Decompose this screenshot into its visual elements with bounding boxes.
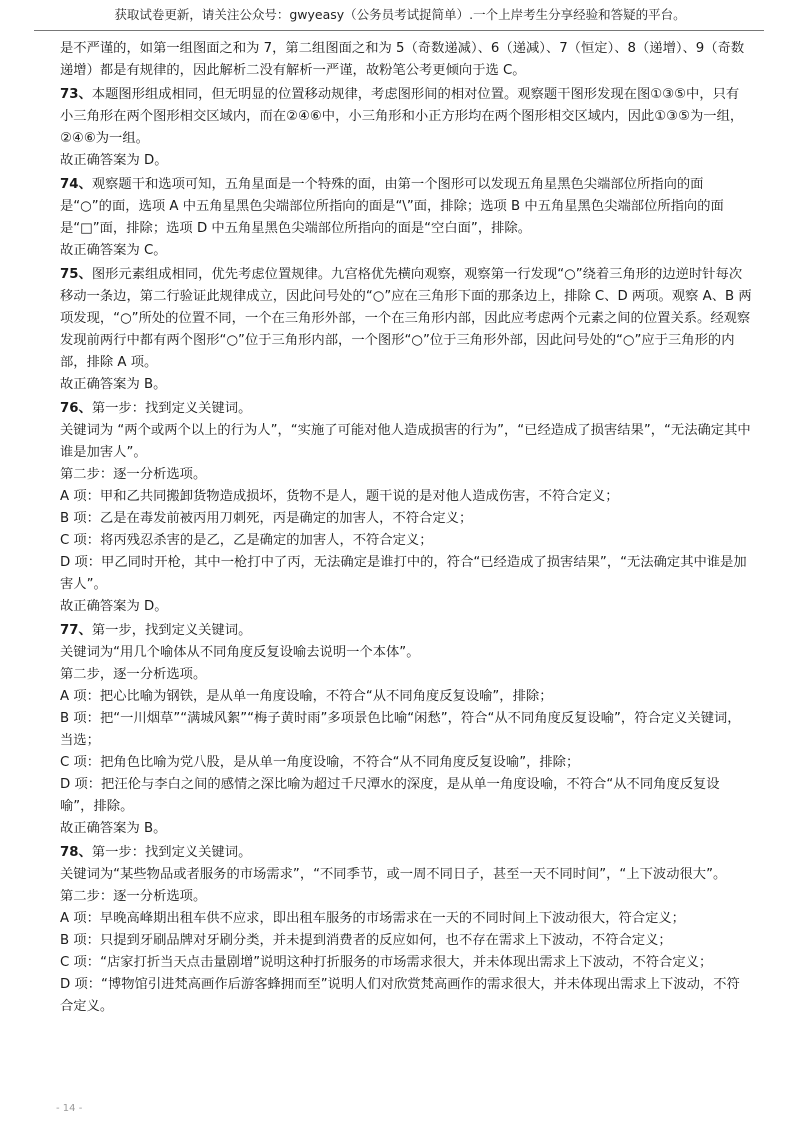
paragraph	[60, 530, 752, 552]
paragraph-text: 第二步：逐一分析选项。	[60, 889, 207, 904]
question-number: 74、	[60, 177, 92, 192]
paragraph	[60, 664, 752, 686]
paragraph-text: 故正确答案为 B。	[60, 377, 167, 392]
paragraph-text: 故正确答案为 C。	[60, 243, 167, 258]
paragraph	[60, 38, 752, 82]
paragraph	[60, 420, 752, 464]
paragraph	[60, 686, 752, 708]
paragraph	[60, 596, 752, 618]
answer-explanation-heading	[60, 842, 752, 864]
paragraph-text: 第二步，逐一分析选项。	[60, 667, 207, 682]
paragraph	[60, 150, 752, 172]
paragraph-text: C 项：把角色比喻为党八股，是从单一角度设喻，不符合“从不同角度反复设喻”，排除；	[60, 755, 580, 770]
answer-explanation-heading	[60, 84, 752, 150]
paragraph	[60, 908, 752, 930]
paragraph	[60, 886, 752, 908]
answer-explanation-heading	[60, 398, 752, 420]
paragraph-text: 是不严谨的，如第一组图面之和为 7，第二组图面之和为 5（奇数递减）、6（递减）、7（恒定）、8（递增）、9（奇数递增）都是有规律的，因此解析二没有解析一严谨，故粉笔公考更倾向于选 C。	[60, 41, 745, 78]
paragraph	[60, 508, 752, 530]
paragraph-text: 第一步：找到定义关键词。	[91, 401, 252, 416]
paragraph	[60, 952, 752, 974]
paragraph	[60, 752, 752, 774]
document-body	[60, 38, 752, 1018]
page-number: - 14 -	[56, 1103, 83, 1114]
paragraph	[60, 818, 752, 840]
question-number: 75、	[60, 267, 92, 282]
paragraph	[60, 552, 752, 596]
question-number: 76、	[60, 401, 92, 416]
question-number: 77、	[60, 623, 92, 638]
paragraph-text: 图形元素组成相同，优先考虑位置规律。九宫格优先横向观察，观察第一行发现“○”绕着三角形的边逆时针每次移动一条边，第二行验证此规律成立，因此问号处的“○”应在三角形下面的那条边上，排除 C、D 两项。观察 A、B 两项发现，“○”所处的位置不同，一个在三角形外部，一个在三角形内部，因此应考虑两个元素之间的位置关系。经观察发现前两行中都有两个图形“○”位于三角形内部，一个图形“○”位于三角形外部，因此问号处的“○”应于三角形的内部，排除 A 项。	[60, 267, 752, 370]
paragraph-text: 第一步：找到定义关键词。	[91, 845, 252, 860]
paragraph-text: B 项：把“一川烟草”“满城风絮”“梅子黄时雨”多项景色比喻“闲愁”，符合“从不同角度反复设喻”，符合定义关键词，当选；	[60, 711, 741, 748]
answer-explanation-heading	[60, 620, 752, 642]
paragraph	[60, 486, 752, 508]
paragraph	[60, 708, 752, 752]
paragraph-text: A 项：把心比喻为钢铁，是从单一角度设喻，不符合“从不同角度反复设喻”，排除；	[60, 689, 553, 704]
paragraph-text: 关键词为“用几个喻体从不同角度反复设喻去说明一个本体”。	[60, 645, 420, 660]
paragraph-text: A 项：早晚高峰期出租车供不应求，即出租车服务的市场需求在一天的不同时间上下波动很大，符合定义；	[60, 911, 685, 926]
paragraph	[60, 930, 752, 952]
paragraph-text: 故正确答案为 B。	[60, 821, 167, 836]
header-divider	[34, 30, 764, 31]
paragraph-text: 观察题干和选项可知，五角星面是一个特殊的面，由第一个图形可以发现五角星黑色尖端部位所指向的面是“○”的面，选项 A 中五角星黑色尖端部位所指向的面是“\”面，排除；选项 B 中五角星黑色尖端部位所指向的面是“□”面，排除；选项 D 中五角星黑色尖端部位所指向的面是“空白面”，排除。	[60, 177, 724, 236]
paragraph	[60, 974, 752, 1018]
paragraph	[60, 864, 752, 886]
paragraph-text: A 项：甲和乙共同搬卸货物造成损坏，货物不是人，题干说的是对他人造成伤害，不符合定义；	[60, 489, 619, 504]
paragraph-text: 第一步，找到定义关键词。	[91, 623, 252, 638]
paragraph-text: 本题图形组成相同，但无明显的位置移动规律，考虑图形间的相对位置。观察题干图形发现在图①③⑤中，只有小三角形在两个图形相交区域内，而在②④⑥中，小三角形和小正方形均在两个图形相交区域内，因此①③⑤为一组，②④⑥为一组。	[60, 87, 744, 146]
paragraph-text: 第二步：逐一分析选项。	[60, 467, 207, 482]
paragraph-text: 关键词为“某些物品或者服务的市场需求”，“不同季节，或一周不同日子，甚至一天不同时间”，“上下波动很大”。	[60, 867, 727, 882]
question-number: 78、	[60, 845, 92, 860]
paragraph-text: C 项：“店家打折当天点击量剧增”说明这种打折服务的市场需求很大，并未体现出需求上下波动，不符合定义；	[60, 955, 713, 970]
paragraph	[60, 774, 752, 818]
paragraph	[60, 464, 752, 486]
paragraph-text: D 项：甲乙同时开枪，其中一枪打中了丙，无法确定是谁打中的，符合“已经造成了损害结果”，“无法确定其中谁是加害人”。	[60, 555, 747, 592]
answer-explanation-heading	[60, 264, 752, 374]
question-number: 73、	[60, 87, 92, 102]
paragraph-text: 故正确答案为 D。	[60, 153, 168, 168]
paragraph	[60, 642, 752, 664]
paragraph-text: B 项：只提到牙刷品牌对牙刷分类，并未提到消费者的反应如何，也不存在需求上下波动，不符合定义；	[60, 933, 672, 948]
paragraph-text: D 项：“博物馆引进梵高画作后游客蜂拥而至”说明人们对欣赏梵高画作的需求很大，并未体现出需求上下波动，不符合定义。	[60, 977, 740, 1014]
paragraph-text: 关键词为 “两个或两个以上的行为人”，“实施了可能对他人造成损害的行为”，“已经造成了损害结果”，“无法确定其中谁是加害人”。	[60, 423, 751, 460]
paragraph-text: 故正确答案为 D。	[60, 599, 168, 614]
paragraph	[60, 374, 752, 396]
answer-explanation-heading	[60, 174, 752, 240]
page-header: 获取试卷更新，请关注公众号：gwyeasy（公务员考试捉简单）.一个上岸考生分享经验和答疑的平台。	[114, 7, 686, 22]
paragraph-text: C 项：将丙残忍杀害的是乙，乙是确定的加害人，不符合定义；	[60, 533, 433, 548]
paragraph-text: B 项：乙是在毒发前被丙用刀刺死，丙是确定的加害人，不符合定义；	[60, 511, 473, 526]
paragraph-text: D 项：把汪伦与李白之间的感情之深比喻为超过千尺潭水的深度，是从单一角度设喻，不符合“从不同角度反复设喻”，排除。	[60, 777, 720, 814]
paragraph	[60, 240, 752, 262]
